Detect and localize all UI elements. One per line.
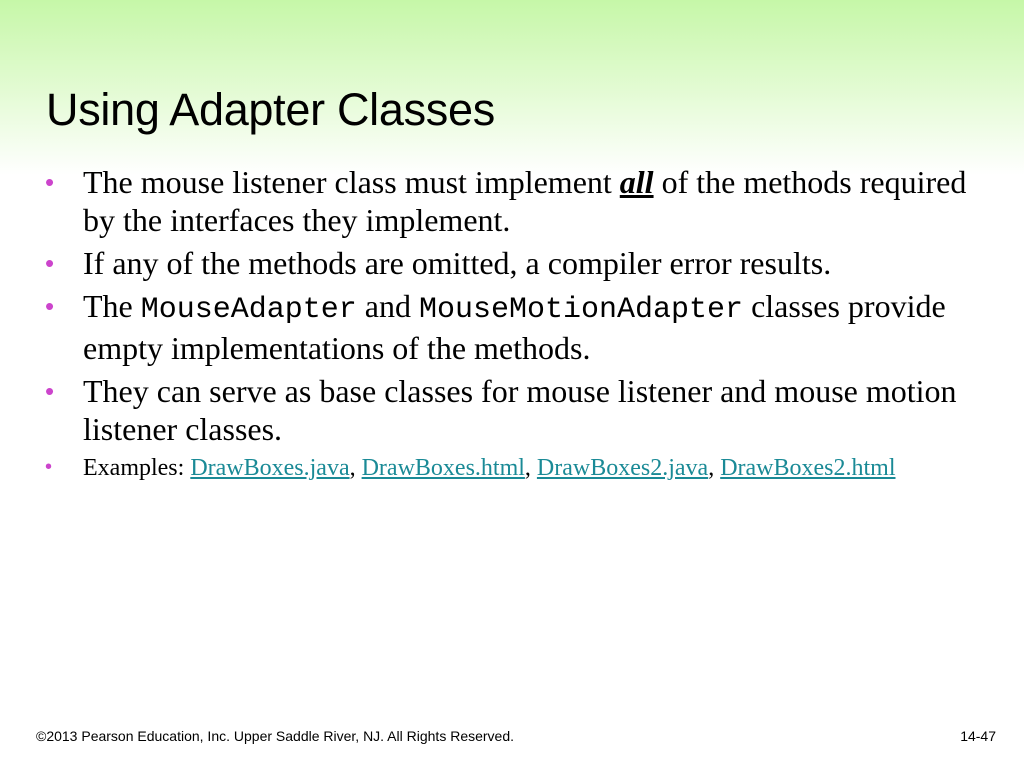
- bullet-text: They can serve as base classes for mouse listener and mouse motion listener classes.: [83, 373, 957, 447]
- examples-item: [0, 453, 1024, 483]
- separator: ,: [349, 455, 362, 481]
- slide-title: Using Adapter Classes: [46, 84, 495, 135]
- bullet-text: If any of the methods are omitted, a compiler error results.: [83, 245, 832, 281]
- page-number: 14-47: [960, 728, 996, 744]
- bullet-item: [0, 287, 1024, 367]
- link-drawboxes2-java[interactable]: DrawBoxes2.java: [536, 455, 709, 481]
- code-mouse-adapter: MouseAdapter: [140, 293, 357, 327]
- footer-copyright: ©2013 Pearson Education, Inc. Upper Saddle River, NJ. All Rights Reserved.: [36, 728, 515, 744]
- bullet-marker: •: [45, 291, 55, 321]
- bullet-text: The: [83, 288, 141, 324]
- bullet-text: and: [356, 288, 419, 324]
- code-mouse-motion-adapter: MouseMotionAdapter: [419, 293, 744, 327]
- bullet-list: [0, 163, 1024, 488]
- bullet-marker: •: [45, 376, 55, 406]
- link-drawboxes2-html[interactable]: DrawBoxes2.html: [720, 455, 896, 481]
- separator: ,: [708, 455, 721, 481]
- separator: ,: [524, 455, 537, 481]
- bullet-item: [0, 372, 1024, 448]
- bullet-marker: •: [45, 248, 55, 278]
- bullet-text: of the methods required by the interfaces they implement.: [83, 164, 967, 238]
- bullet-item: [0, 244, 1024, 282]
- bullet-text: The mouse listener class must implement: [83, 164, 620, 200]
- examples-label: Examples:: [83, 455, 191, 481]
- bullet-marker: •: [45, 167, 55, 197]
- bullet-text: classes provide empty implementations of the methods.: [83, 288, 946, 366]
- link-drawboxes-java[interactable]: DrawBoxes.java: [190, 455, 350, 481]
- bullet-item: [0, 163, 1024, 239]
- emphasis-text: all: [619, 164, 654, 200]
- link-drawboxes-html[interactable]: DrawBoxes.html: [361, 455, 525, 481]
- bullet-marker: •: [45, 456, 53, 478]
